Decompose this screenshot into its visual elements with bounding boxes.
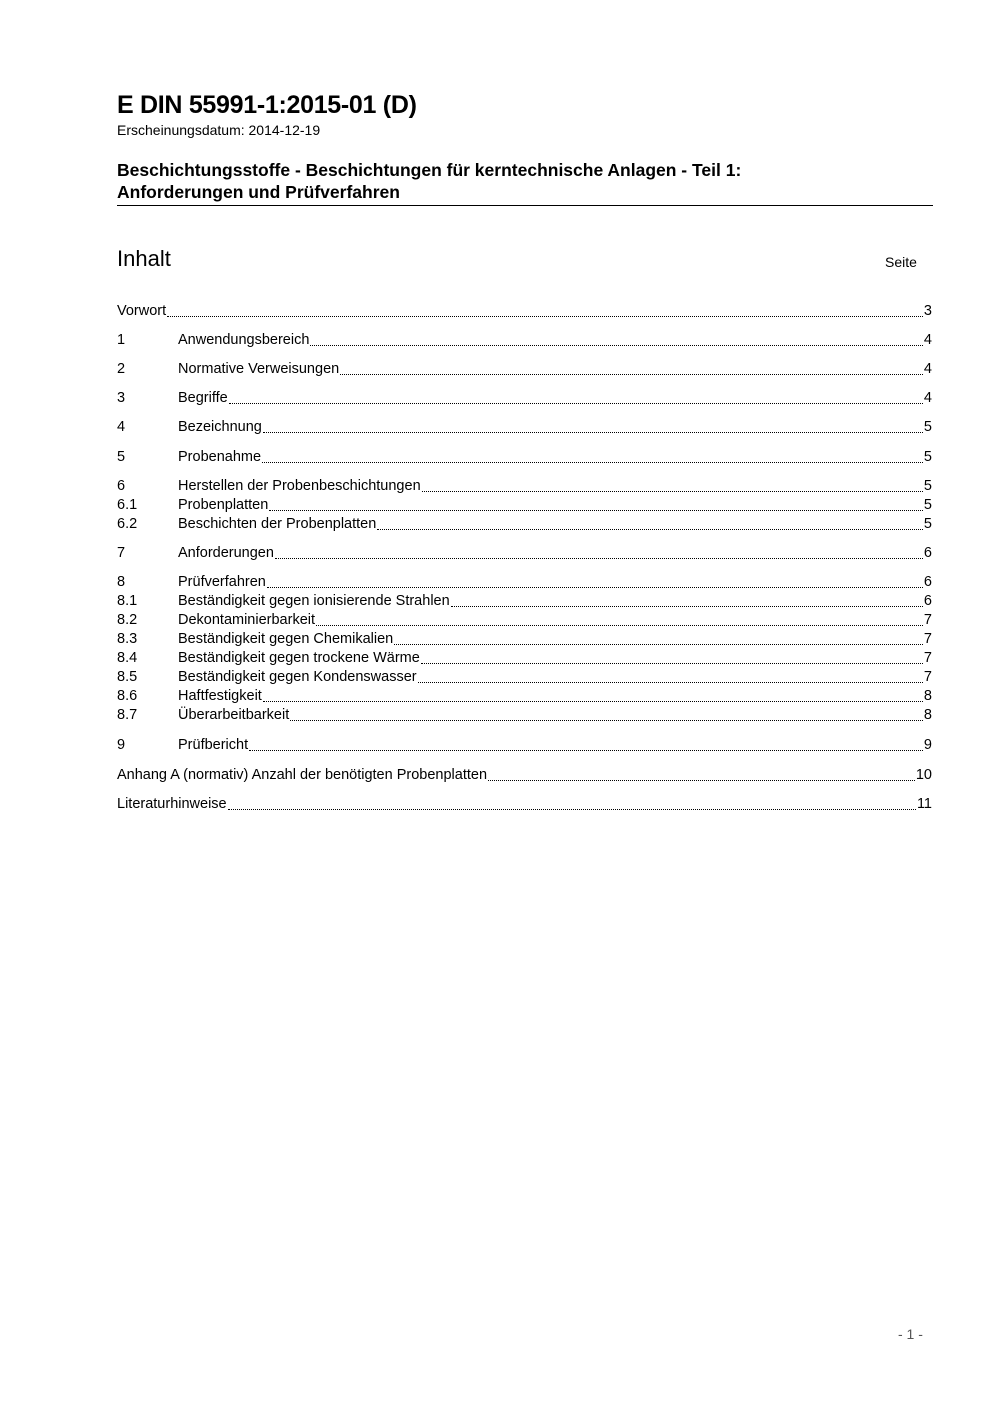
toc-dot-leader	[267, 587, 923, 588]
toc-dot-leader	[451, 606, 923, 607]
toc-entry[interactable]	[117, 331, 932, 350]
toc-page-label: Seite	[885, 254, 917, 270]
subtitle-line-2: Anforderungen und Prüfverfahren	[117, 182, 400, 202]
toc-entry-page: 5	[923, 497, 932, 513]
toc-entry-title: Begriffe	[178, 390, 228, 406]
toc-entry-title: Beständigkeit gegen Kondenswasser	[178, 669, 417, 685]
toc-entry[interactable]	[117, 496, 932, 515]
toc-entry-title: Überarbeitbarkeit	[178, 707, 290, 723]
toc-entry-title: Normative Verweisungen	[178, 361, 340, 377]
toc-dot-leader	[488, 780, 915, 781]
toc-entry[interactable]	[117, 706, 932, 725]
toc-entry-title: Beständigkeit gegen ionisierende Strahlen	[178, 593, 450, 609]
toc-entry[interactable]	[117, 687, 932, 706]
toc-entry-number: 8.7	[117, 707, 138, 723]
toc-dot-leader	[167, 316, 923, 317]
toc-entry-page: 7	[923, 631, 932, 647]
toc-entry[interactable]	[117, 544, 932, 563]
toc-entry-title: Anhang A (normativ) Anzahl der benötigten Probenplatten	[117, 767, 488, 783]
toc-entry-number: 8.1	[117, 593, 138, 609]
toc-entry-title: Probenplatten	[178, 497, 269, 513]
toc-dot-leader	[249, 750, 923, 751]
toc-entry-title: Herstellen der Probenbeschichtungen	[178, 478, 421, 494]
publication-date: Erscheinungsdatum: 2014-12-19	[117, 122, 321, 138]
toc-entry-page: 4	[923, 361, 932, 377]
document-subtitle	[117, 159, 933, 203]
toc-entry-page: 5	[923, 478, 932, 494]
toc-entry-page: 5	[923, 419, 932, 435]
toc-entry[interactable]	[117, 668, 932, 687]
toc-entry-number: 8.5	[117, 669, 138, 685]
toc-entry-title: Literaturhinweise	[117, 796, 227, 812]
toc-entry-number: 8.3	[117, 631, 138, 647]
toc-dot-leader	[418, 682, 923, 683]
toc-dot-leader	[394, 644, 923, 645]
toc-dot-leader	[377, 529, 923, 530]
toc-entry-title: Vorwort	[117, 303, 167, 319]
toc-entry-number: 7	[117, 545, 126, 561]
toc-entry[interactable]	[117, 448, 932, 467]
toc-entry-number: 6.2	[117, 516, 138, 532]
toc-entry-number: 9	[117, 737, 126, 753]
toc-entry[interactable]	[117, 515, 932, 534]
toc-dot-leader	[263, 701, 923, 702]
toc-entry-title: Probenahme	[178, 449, 262, 465]
toc-dot-leader	[310, 345, 923, 346]
toc-entry[interactable]	[117, 389, 932, 408]
toc-entry-page: 5	[923, 516, 932, 532]
toc-entry-title: Prüfverfahren	[178, 574, 266, 590]
toc-entry-title: Bezeichnung	[178, 419, 262, 435]
toc-entry[interactable]	[117, 766, 932, 785]
toc-dot-leader	[340, 374, 923, 375]
toc-entry-number: 6.1	[117, 497, 138, 513]
toc-dot-leader	[422, 491, 923, 492]
subtitle-line-1: Beschichtungsstoffe - Beschichtungen für kerntechnische Anlagen - Teil 1:	[117, 160, 742, 180]
toc-entry-page: 7	[923, 650, 932, 666]
toc-entry[interactable]	[117, 611, 932, 630]
toc-entry-page: 4	[923, 390, 932, 406]
toc-dot-leader	[290, 720, 923, 721]
toc-dot-leader	[269, 510, 923, 511]
toc-entry[interactable]	[117, 418, 932, 437]
toc-entry-number: 1	[117, 332, 126, 348]
toc-entry[interactable]	[117, 795, 932, 814]
toc-entry-title: Beständigkeit gegen trockene Wärme	[178, 650, 420, 666]
toc-entry-page: 4	[923, 332, 932, 348]
toc-entry-title: Beständigkeit gegen Chemikalien	[178, 631, 394, 647]
toc-entry[interactable]	[117, 360, 932, 379]
toc-entry-page: 6	[923, 574, 932, 590]
toc-dot-leader	[263, 432, 923, 433]
toc-entry-page: 9	[923, 737, 932, 753]
toc-entry-number: 2	[117, 361, 126, 377]
toc-entry-number: 3	[117, 390, 126, 406]
toc-entry-title: Dekontaminierbarkeit	[178, 612, 316, 628]
toc-entry-title: Prüfbericht	[178, 737, 249, 753]
toc-entry-title: Beschichten der Probenplatten	[178, 516, 377, 532]
toc-entry[interactable]	[117, 649, 932, 668]
toc-entry-page: 5	[923, 449, 932, 465]
toc-entry[interactable]	[117, 302, 932, 321]
toc-entry-number: 6	[117, 478, 126, 494]
toc-entry-number: 8.6	[117, 688, 138, 704]
toc-entry-page: 7	[923, 612, 932, 628]
header-rule	[117, 205, 933, 206]
toc-entry-title: Anwendungsbereich	[178, 332, 310, 348]
page-number: - 1 -	[898, 1326, 923, 1342]
toc-entry-title: Anforderungen	[178, 545, 274, 561]
toc-entry-page: 6	[923, 545, 932, 561]
toc-entry-number: 8.2	[117, 612, 138, 628]
toc-dot-leader	[421, 663, 923, 664]
toc-dot-leader	[275, 558, 923, 559]
toc-heading: Inhalt	[117, 246, 171, 271]
toc-entry-number: 4	[117, 419, 126, 435]
toc-entry-number: 8	[117, 574, 126, 590]
toc-entry[interactable]	[117, 736, 932, 755]
toc-dot-leader	[316, 625, 923, 626]
toc-entry-number: 5	[117, 449, 126, 465]
toc-entry-page: 10	[915, 767, 932, 783]
toc-entry-title: Haftfestigkeit	[178, 688, 262, 704]
toc-entry-page: 8	[923, 688, 932, 704]
toc-dot-leader	[229, 403, 923, 404]
toc-entry-page: 3	[923, 303, 932, 319]
toc-entry-page: 7	[923, 669, 932, 685]
toc-entry-page: 11	[916, 796, 932, 812]
toc-entry-number: 8.4	[117, 650, 138, 666]
toc-entry[interactable]	[117, 592, 932, 611]
document-title: E DIN 55991-1:2015-01 (D)	[117, 91, 417, 119]
toc-dot-leader	[262, 462, 923, 463]
toc-entry[interactable]	[117, 573, 932, 592]
toc-entry-page: 6	[923, 593, 932, 609]
toc-entry[interactable]	[117, 630, 932, 649]
toc-entry[interactable]	[117, 477, 932, 496]
toc-entry-page: 8	[923, 707, 932, 723]
toc-dot-leader	[228, 809, 916, 810]
